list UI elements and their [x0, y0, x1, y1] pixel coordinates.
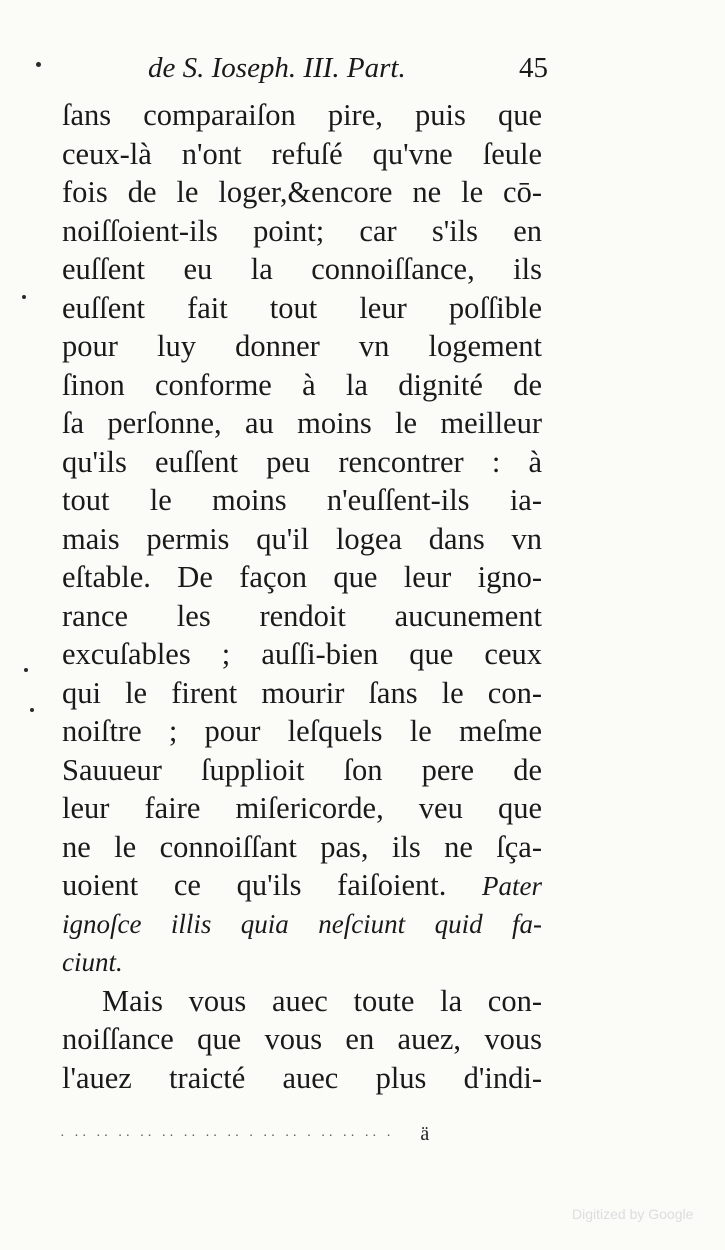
text-line: ſans comparaiſon pire, puis que	[62, 98, 542, 132]
text-line: Sauueur ſupplioit ſon pere de	[62, 752, 542, 787]
text-line: ceux-là n'ont refuſé qu'vne ſeule	[62, 136, 542, 171]
latin-quote-start: Pater	[482, 871, 542, 901]
latin-quote-line: ignoſce illis quia neſciunt quid fa-	[62, 908, 542, 939]
catchword: ä	[420, 1123, 433, 1145]
text-block	[62, 96, 542, 1097]
text-line: eſtable. De façon que leur igno-	[62, 560, 542, 594]
running-title: de S. Ioseph. III. Part.	[148, 52, 406, 84]
text-line: noiſſance que vous en auez, vous	[62, 1022, 542, 1056]
text-line: ne le connoiſſant pas, ils ne ſça-	[62, 829, 542, 864]
text-line: noiſtre ; pour leſquels le meſme	[62, 714, 542, 748]
text-line: euſſent eu la connoiſſance, ils	[62, 252, 542, 286]
text-line-with-latin	[62, 866, 542, 905]
paragraph-start-line: Mais vous auec toute la con-	[102, 983, 542, 1018]
ink-marks: · ·· ·· ·· ·· ·· ·· ·· ·· · ·· ·· · ·· ·· ·· ·	[60, 1129, 394, 1144]
watermark-text: Digitized by Google	[572, 1206, 694, 1222]
text-line: qu'ils euſſent peu rencontrer : à	[62, 444, 542, 479]
text-line: excuſables ; auſſi-bien que ceux	[62, 637, 542, 671]
digitized-watermark	[572, 1206, 707, 1228]
text-line: qui le firent mourir ſans le con-	[62, 675, 542, 710]
page-number: 45	[519, 52, 548, 84]
text-line: noiſſoient-ils point; car s'ils en	[62, 213, 542, 248]
text-line: ſinon conforme à la dignité de	[62, 367, 542, 402]
text-line: fois de le loger,&encore ne le cō-	[62, 175, 542, 209]
ink-speck	[36, 62, 41, 67]
page-header	[148, 52, 548, 92]
text-line: euſſent fait tout leur poſſible	[62, 290, 542, 325]
footer-marks	[60, 1123, 520, 1146]
text-line: mais permis qu'il logea dans vn	[62, 521, 542, 556]
ink-speck	[30, 708, 34, 712]
text-line: ſa perſonne, au moins le meilleur	[62, 406, 542, 440]
text-line: tout le moins n'euſſent-ils ia-	[62, 483, 542, 517]
text-line: pour luy donner vn logement	[62, 329, 542, 363]
latin-quote-line: ciunt.	[62, 947, 123, 977]
text-line: l'auez traicté auec plus d'indi-	[62, 1060, 542, 1095]
text-line: rance les rendoit aucunement	[62, 598, 542, 633]
ink-speck	[22, 295, 26, 299]
text-line: leur faire miſericorde, veu que	[62, 791, 542, 825]
text-segment: uoient ce qu'ils faiſoient.	[62, 868, 447, 902]
ink-speck	[24, 668, 28, 672]
